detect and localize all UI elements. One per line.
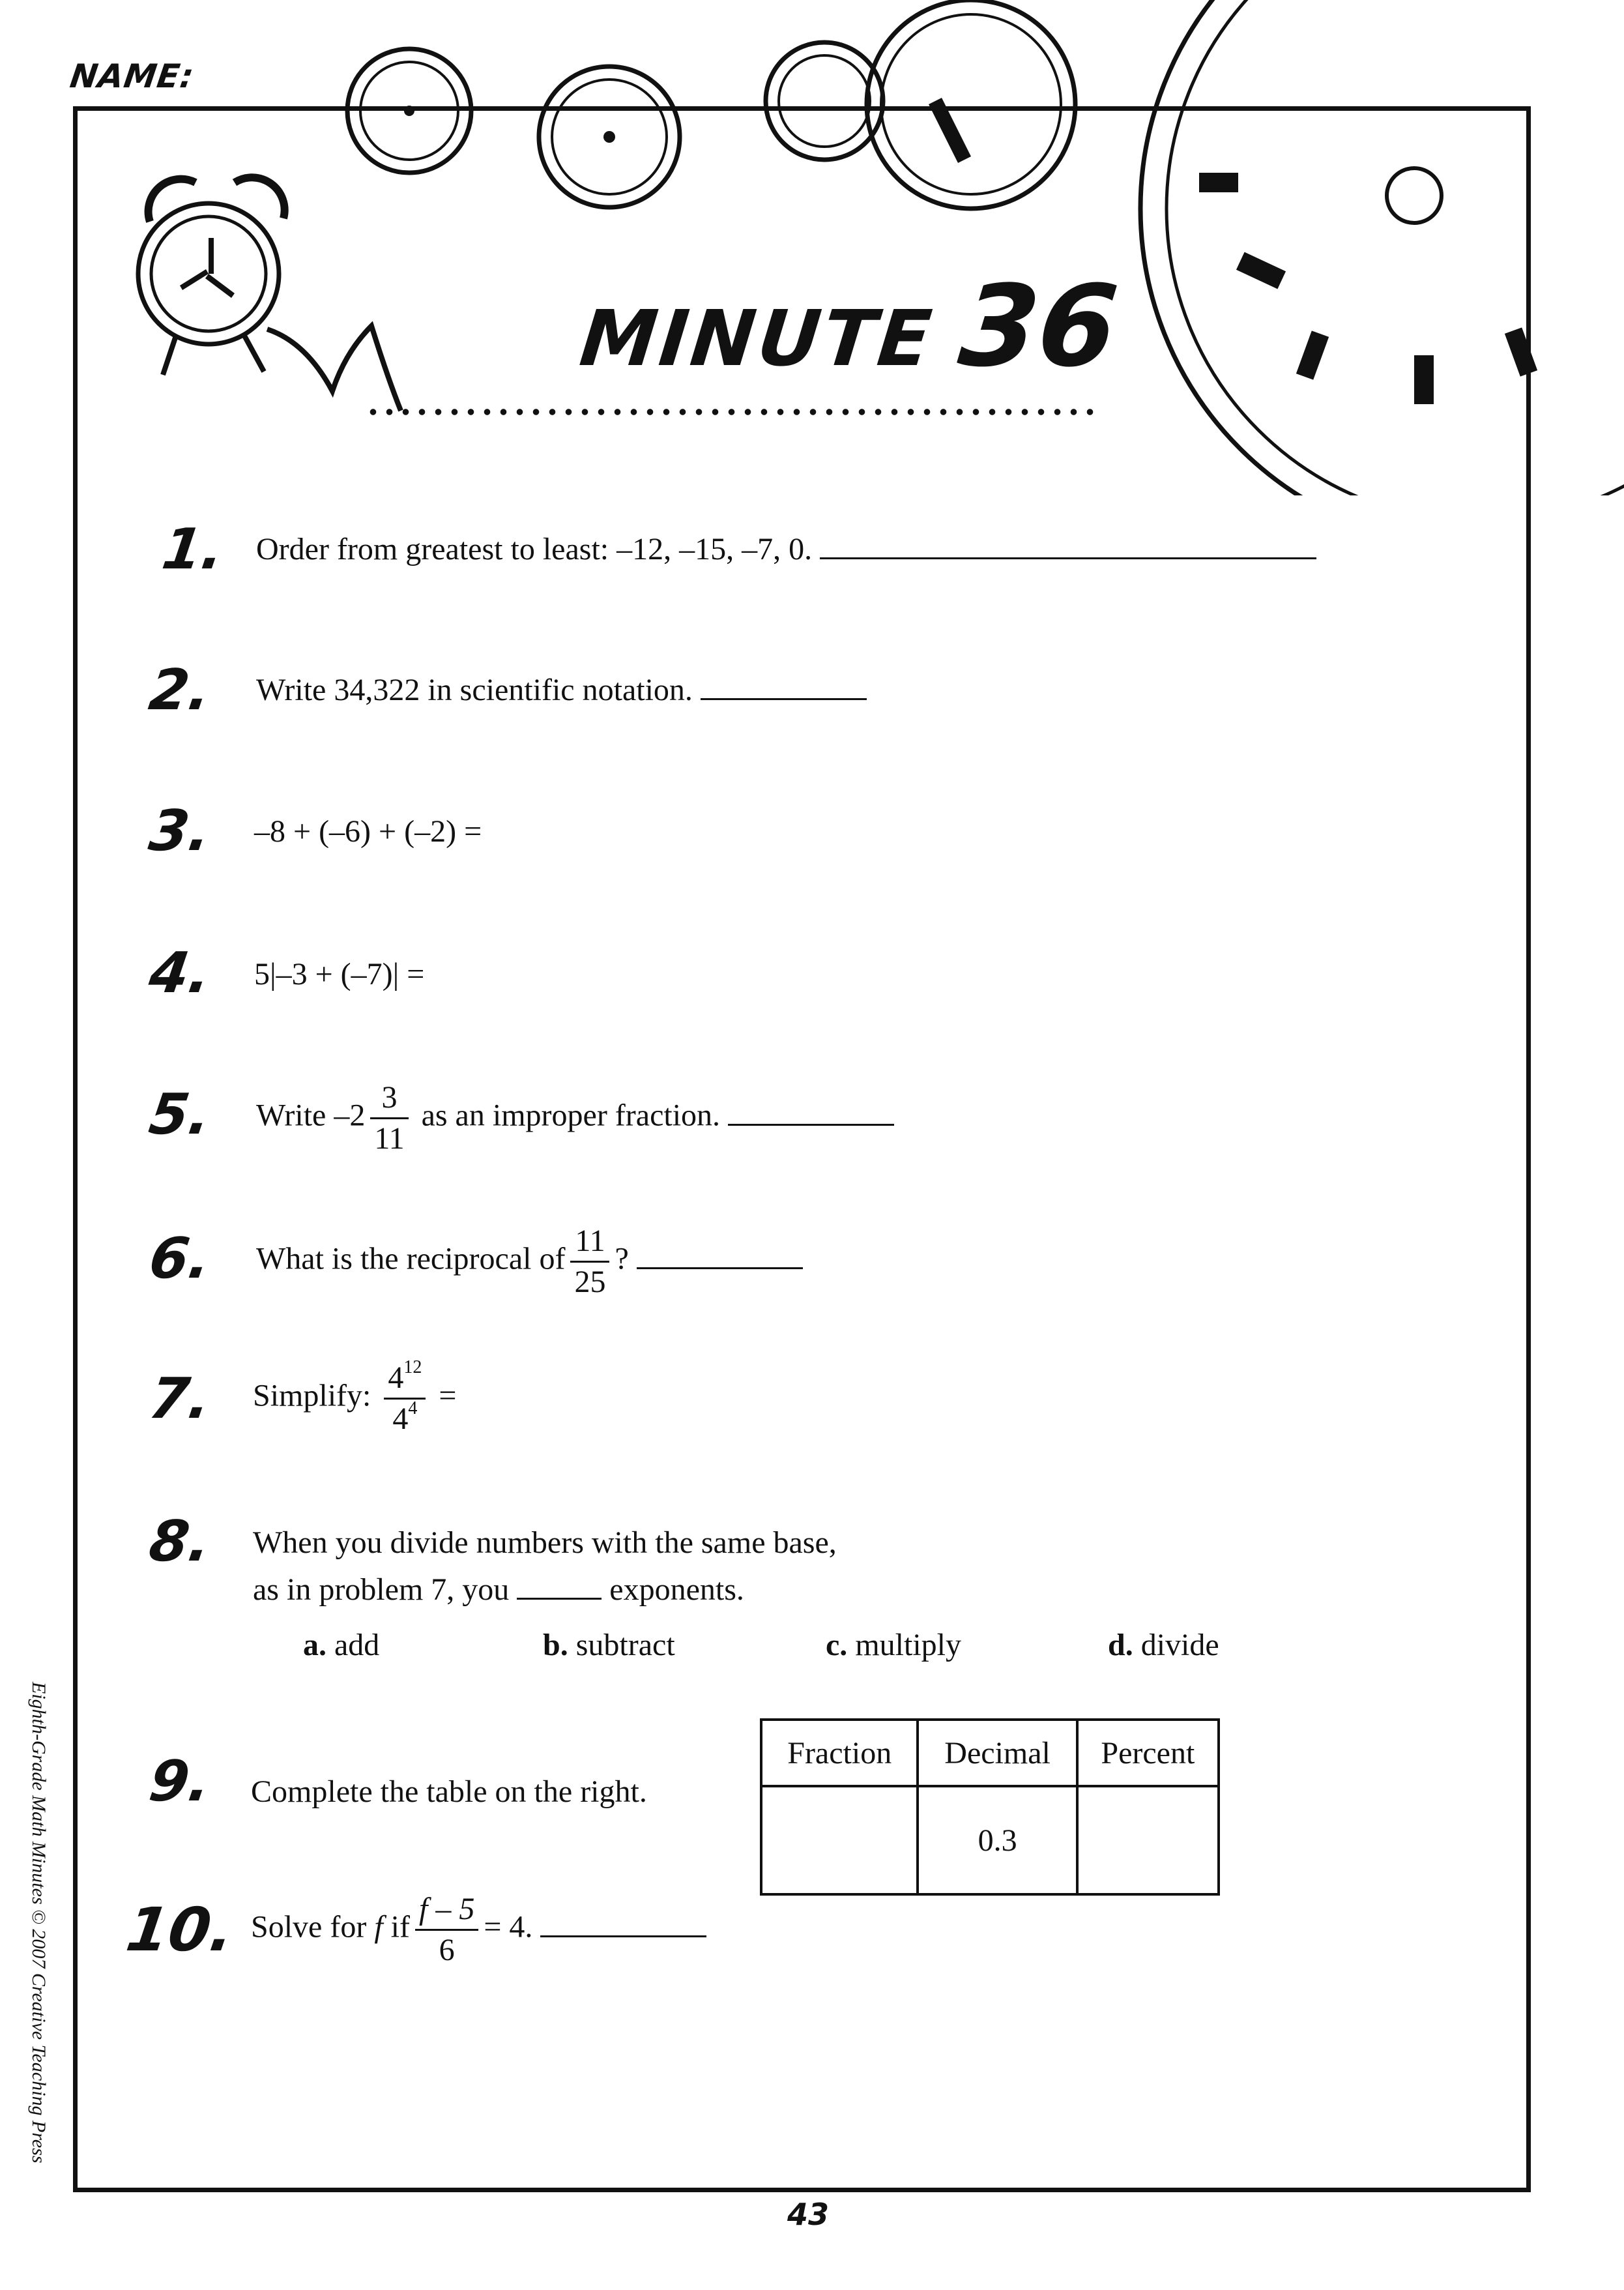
question-text: if [390,1909,410,1945]
numerator: $4^{12}$ [384,1362,426,1400]
clock-decoration [0,0,1624,495]
question-number: 5. [145,1082,215,1147]
clock-icon [867,0,1075,209]
fraction [570,1226,609,1298]
question-number: 6. [145,1226,215,1291]
question-10 [251,1894,706,1966]
denominator: $4^4$ [392,1398,418,1436]
question-6 [256,1226,803,1298]
table-header: Fraction [761,1720,918,1786]
question-4 [254,956,424,993]
question-5 [256,1082,894,1154]
question-2 [256,671,867,709]
table-header: Percent [1077,1720,1219,1786]
question-number: 4. [145,941,215,1006]
title-number: 36 [953,261,1124,392]
fraction [384,1357,426,1436]
numerator: f – 5 [415,1894,478,1931]
choice-c[interactable]: c. multiply [826,1628,961,1662]
question-7 [253,1357,457,1436]
question-text: 5|–3 + (–7)| = [254,957,425,991]
question-text: Order from greatest to least: –12, –15, –7, 0. [256,532,813,566]
variable: f [374,1909,383,1945]
decimal-cell: 0.3 [918,1786,1077,1894]
answer-blank[interactable] [728,1098,894,1126]
question-number: 9. [145,1749,215,1814]
question-text: exponents. [609,1572,744,1607]
question-text: Solve for [251,1909,367,1945]
percent-cell[interactable] [1077,1786,1219,1894]
conversion-table [760,1718,1220,1896]
question-3 [254,813,482,851]
answer-blank[interactable] [540,1909,706,1937]
title-dotted-rule [365,408,1098,416]
question-number: 3. [145,799,215,864]
question-text: Write –2 [256,1098,366,1133]
fraction [415,1894,478,1966]
question-8 [253,1524,837,1608]
big-clock-icon [1140,0,1624,495]
page-number: 43 [787,2197,829,2232]
question-text: ? [615,1241,629,1276]
question-number: 10. [122,1895,239,1965]
question-text: When you divide numbers with the same base, [253,1525,837,1560]
page-title [575,261,1123,392]
question-number: 7. [145,1366,215,1431]
answer-blank[interactable] [517,1572,602,1600]
choice-a[interactable]: a. add [303,1628,380,1662]
numerator: 11 [570,1226,609,1263]
fraction [370,1082,408,1154]
question-text: –8 + (–6) + (–2) = [254,814,482,849]
question-text: Write 34,322 in scientific notation. [256,673,693,707]
question-text: What is the reciprocal of [256,1241,566,1276]
choice-b[interactable]: b. subtract [543,1628,675,1662]
numerator: 3 [370,1082,408,1119]
copyright-credit: Eighth-Grade Math Minutes © 2007 Creative Teaching Press [28,1682,50,2164]
answer-blank[interactable] [820,531,1316,559]
question-text: Simplify: [253,1378,371,1413]
question-1 [256,531,1316,568]
title-word: MINUTE [575,293,938,383]
answer-blank[interactable] [701,672,867,700]
fraction-cell[interactable] [761,1786,918,1894]
answer-blank[interactable] [637,1241,803,1269]
question-9 [251,1773,647,1811]
denominator: 6 [439,1933,455,1967]
question-text: as an improper fraction. [421,1098,721,1133]
question-text: Complete the table on the right. [251,1774,647,1809]
table-header: Decimal [918,1720,1077,1786]
question-text: = [439,1378,457,1413]
denominator: 11 [374,1121,405,1156]
choice-d[interactable]: d. divide [1108,1628,1219,1662]
question-text: as in problem 7, you [253,1572,510,1607]
question-number: 8. [145,1509,215,1574]
question-number: 2. [145,658,215,723]
denominator: 25 [574,1265,606,1299]
name-label: NAME: [67,57,197,95]
question-text: = 4. [484,1909,533,1945]
question-number: 1. [158,517,228,582]
